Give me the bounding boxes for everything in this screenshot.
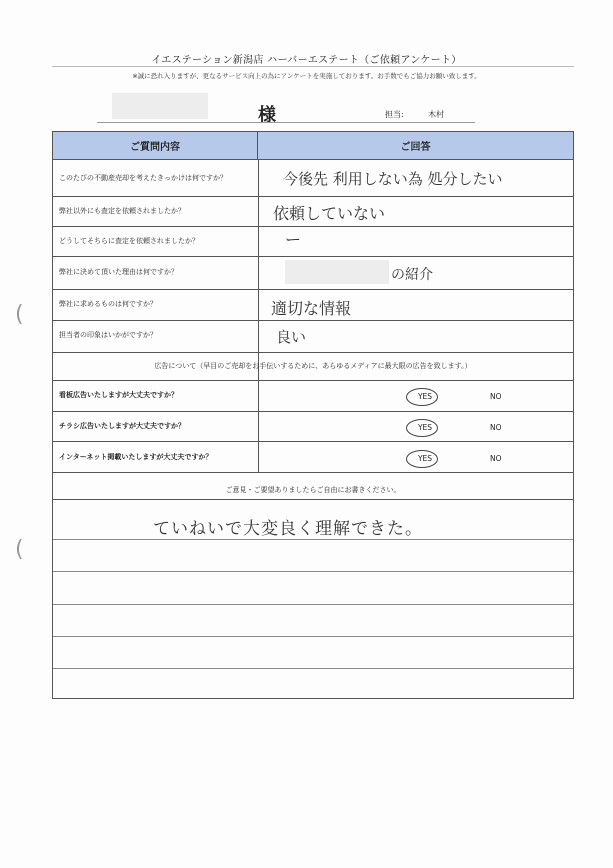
redacted-referrer — [285, 260, 389, 284]
document-title: イエステーション新潟店 ハーバーエステート（ご依頼アンケート） — [151, 55, 462, 66]
row-divider — [53, 320, 573, 321]
row-divider — [53, 226, 573, 227]
yes-option: YES — [417, 454, 433, 463]
staff-label: 担当: — [385, 110, 404, 119]
handwritten-comment: ていねいで大変良く理解できた。 — [153, 519, 423, 539]
row-divider — [53, 352, 573, 353]
handwritten-answer: 適切な情報 — [271, 299, 352, 318]
punch-hole-mark: ( — [15, 302, 24, 327]
question-text: 弊社以外にも査定を依頼されましたか？ — [59, 207, 185, 215]
honorific: 様 — [258, 105, 276, 126]
handwritten-answer: 良い — [276, 328, 307, 346]
title-rule — [52, 66, 574, 67]
comment-line — [53, 636, 573, 637]
question-text: このたびの不動産売却を考えたきっかけは何ですか？ — [59, 174, 227, 182]
row-divider — [53, 289, 573, 290]
comments-prompt: ご意見・ご要望ありましたらご自由にお書きください。 — [225, 486, 401, 494]
ad-notice: 広告について（早目のご売却をお手伝いするために、あらゆるメディアに最大限の広告を致します。） — [154, 362, 472, 370]
row-divider — [53, 256, 573, 257]
staff-name: 木村 — [428, 110, 444, 119]
row-divider — [53, 380, 573, 381]
ad-question-text: インターネット掲載いたしますが大丈夫ですか？ — [59, 453, 213, 461]
ad-question-text: 看板広告いたしますが大丈夫ですか？ — [59, 391, 178, 399]
punch-hole-mark: ( — [15, 537, 24, 562]
handwritten-answer: 依頼していない — [273, 204, 386, 223]
yes-circle-mark — [406, 450, 438, 468]
row-divider — [53, 411, 573, 412]
comment-line — [53, 539, 573, 540]
handwritten-answer: 今後先 利用しない為 処分したい — [283, 170, 503, 188]
redacted-customer-name — [112, 93, 208, 119]
row-divider — [53, 441, 573, 442]
question-text: 弊社に求めるものは何ですか？ — [59, 300, 157, 308]
question-text: 弊社に決めて頂いた理由は何ですか？ — [59, 268, 178, 276]
question-header: ご質問内容 — [53, 132, 258, 160]
name-underline — [97, 122, 475, 123]
answer-header: ご回答 — [258, 132, 573, 160]
yes-circle-mark — [406, 419, 438, 437]
handwritten-answer: ー — [285, 230, 302, 249]
row-divider — [53, 499, 573, 500]
yes-option: YES — [417, 423, 433, 432]
comment-line — [53, 571, 573, 572]
no-option: NO — [490, 454, 502, 463]
no-option: NO — [490, 423, 502, 432]
question-text: 担当者の印象はいかがですか？ — [59, 331, 157, 339]
no-option: NO — [490, 392, 502, 401]
ad-question-text: チラシ広告いたしますが大丈夫ですか？ — [59, 422, 185, 430]
handwritten-answer: の紹介 — [391, 267, 433, 283]
comment-line — [53, 604, 573, 605]
intro-note: ※誠に恐れ入りますが、更なるサービス向上の為にアンケートを実施しております。お手数でもご協力お願い致します。 — [132, 72, 481, 80]
yes-option: YES — [417, 392, 433, 401]
column-divider — [258, 160, 259, 472]
survey-table — [52, 131, 574, 699]
question-text: どうしてそちらに査定を依頼されましたか？ — [59, 237, 199, 245]
row-divider — [53, 196, 573, 197]
comment-line — [53, 668, 573, 669]
row-divider — [53, 472, 573, 473]
yes-circle-mark — [406, 388, 438, 406]
